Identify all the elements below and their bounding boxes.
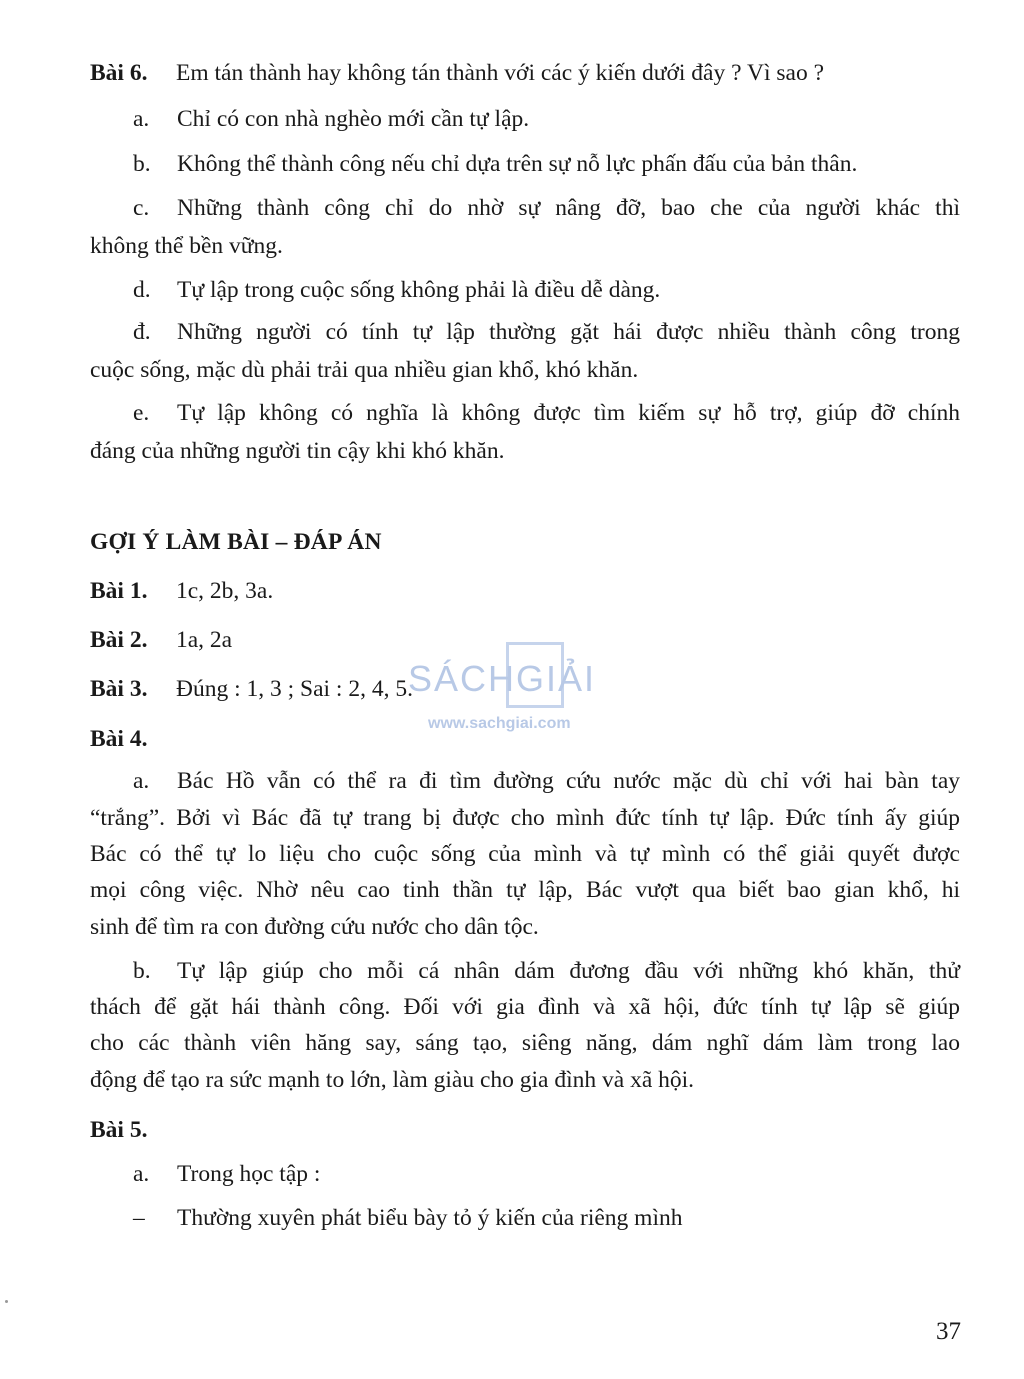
bai4-a-line3: Bác có thể tự lo liệu cho cuộc sống của mình và tự mình có thể giải quyết được [90, 841, 960, 867]
bai1-line [90, 573, 960, 609]
item-text: Tự lập không có nghĩa là không được tìm kiếm sự hỗ trợ, giúp đỡ chính [177, 400, 960, 426]
bai6-question: Em tán thành hay không tán thành với các ý kiến dưới đây ? Vì sao ? [176, 60, 824, 86]
bai5-label: Bài 5. [90, 1117, 148, 1143]
item-mark: e. [133, 400, 150, 426]
bai1-label: Bài 1. [90, 578, 148, 604]
bai5-line [90, 1112, 960, 1148]
item-text: Không thể thành công nếu chỉ dựa trên sự nỗ lực phấn đấu của bản thân. [177, 151, 858, 177]
item-text: Những thành công chỉ do nhờ sự nâng đỡ, bao che của người khác thì [177, 195, 960, 221]
watermark-brand: SÁCHGIẢI [408, 658, 597, 699]
page-number: 37 [936, 1318, 961, 1345]
bai6-item-e-line1 [133, 395, 960, 431]
item-text: Bác Hồ vẫn có thể ra đi tìm đường cứu nước mặc dù chỉ với hai bàn tay [177, 768, 960, 794]
bai2-label: Bài 2. [90, 627, 148, 653]
bai6-item-dd-line1 [133, 314, 960, 350]
bai5-a [133, 1156, 960, 1192]
bai4-a-line5: sinh để tìm ra con đường cứu nước cho dân tộc. [90, 914, 539, 940]
bai3-answer: Đúng : 1, 3 ; Sai : 2, 4, 5. [176, 676, 413, 702]
bai2-answer: 1a, 2a [176, 627, 233, 653]
bai4-a-line2: “trắng”. Bởi vì Bác đã tự trang bị được cho mình đức tính tự lập. Đức tính ấy giúp [90, 805, 960, 831]
item-text: Những người có tính tự lập thường gặt hái được nhiều thành công trong [177, 319, 960, 345]
watermark-logo [408, 640, 618, 740]
item-mark: a. [133, 1161, 150, 1187]
item-mark: đ. [133, 319, 151, 345]
bai1-answer: 1c, 2b, 3a. [176, 578, 274, 604]
bai6-item-c-line2: không thể bền vững. [90, 233, 283, 259]
bai4-b-line2: thách để gặt hái thành công. Đối với gia đình và xã hội, đức tính tự lập sẽ giúp [90, 994, 960, 1020]
item-mark: c. [133, 195, 150, 221]
bai6-item-d [133, 272, 960, 308]
answers-heading: GỢI Ý LÀM BÀI – ĐÁP ÁN [90, 529, 382, 555]
item-mark: b. [133, 958, 151, 984]
item-mark: a. [133, 768, 150, 794]
item-text: Chỉ có con nhà nghèo mới cần tự lập. [177, 106, 530, 132]
bai6-question-line [90, 55, 960, 91]
bai4-a-line1 [133, 763, 960, 799]
item-mark: b. [133, 151, 151, 177]
watermark-url: www.sachgiai.com [428, 715, 571, 732]
bai6-item-dd-line2: cuộc sống, mặc dù phải trải qua nhiều gian khổ, khó khăn. [90, 357, 639, 383]
bai6-label: Bài 6. [90, 60, 148, 86]
item-text: Tự lập giúp cho mỗi cá nhân dám đương đầu với những khó khăn, thử [177, 958, 960, 984]
bai4-b-line3: cho các thành viên hăng say, sáng tạo, siêng năng, dám nghĩ dám làm trong lao [90, 1030, 960, 1056]
bai4-b-line1 [133, 953, 960, 989]
bai6-item-c-line1 [133, 190, 960, 226]
item-mark: d. [133, 277, 151, 303]
item-text: Tự lập trong cuộc sống không phải là điều dễ dàng. [177, 277, 661, 303]
item-text: Thường xuyên phát biểu bày tỏ ý kiến của riêng mình [177, 1205, 683, 1231]
item-mark: a. [133, 106, 150, 132]
bai3-label: Bài 3. [90, 676, 148, 702]
dash-mark: – [133, 1205, 145, 1231]
bai6-item-a [133, 101, 960, 137]
scan-speck [5, 1300, 8, 1303]
bai4-b-line4: động để tạo ra sức mạnh to lớn, làm giàu cho gia đình và xã hội. [90, 1067, 695, 1093]
bai5-dash-item [133, 1200, 960, 1236]
bai4-label: Bài 4. [90, 726, 148, 752]
bai6-item-e-line2: đáng của những người tin cậy khi khó khăn. [90, 438, 505, 464]
bai4-a-line4: mọi công việc. Nhờ nêu cao tinh thần tự lập, Bác vượt qua biết bao gian khổ, hi [90, 877, 960, 903]
bai6-item-b [133, 146, 960, 182]
item-text: Trong học tập : [177, 1161, 321, 1187]
